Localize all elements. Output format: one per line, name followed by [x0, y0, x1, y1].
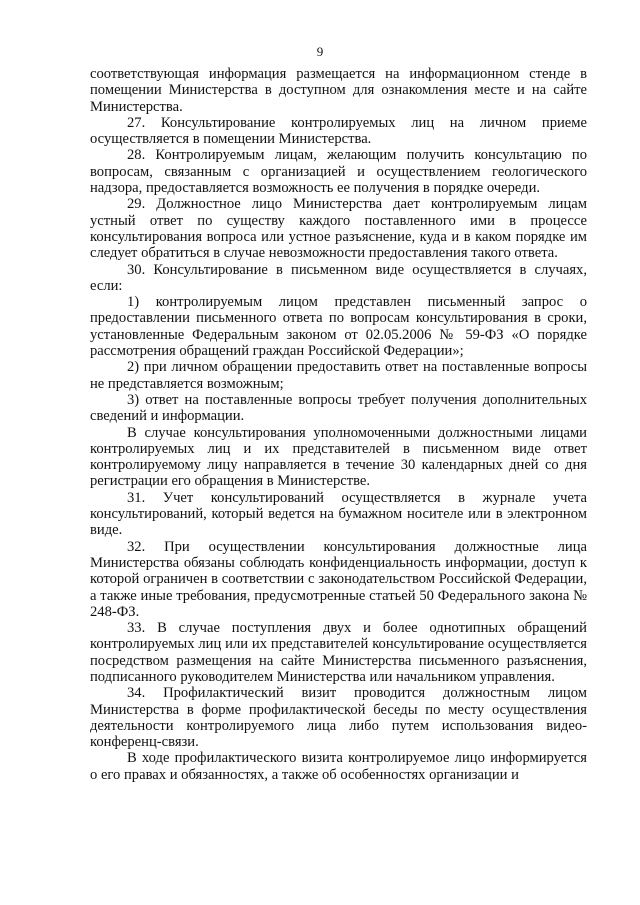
paragraph-29: 29. Должностное лицо Министерства дает контролируемым лицам устный ответ по существу каждого поставленного ими в процессе консультирования вопроса или устное разъяснение, куда и в каком порядке им следует обратиться в случае невозможности предоставления такого ответа. — [90, 196, 587, 262]
paragraph-30-item-3: 3) ответ на поставленные вопросы требует получения дополнительных сведений и информации. — [90, 391, 587, 425]
paragraph-32: 32. При осуществлении консультирования должностные лица Министерства обязаны соблюдать конфиденциальность информации, доступ к которой ограничен в соответствии с законодательством Российской Федерации, а также иные требования, предусмотренные статьей 50 Федерального закона № 248-ФЗ. — [90, 538, 587, 620]
paragraph-31: 31. Учет консультирований осуществляется в журнале учета консультирований, который ведется на бумажном носителе или в электронном виде. — [90, 489, 587, 539]
paragraph-30-written-reply: В случае консультирования уполномоченными должностными лицами контролируемых лиц и их представителей в письменном виде ответ контролируемому лицу направляется в течение 30 календарных дней со дня регистрации его обращения в Министерстве. — [90, 424, 587, 490]
paragraph-27: 27. Консультирование контролируемых лиц на личном приеме осуществляется в помещении Министерства. — [90, 114, 587, 148]
paragraph-30-item-1: 1) контролируемым лицом представлен письменный запрос о предоставлении письменного ответа по вопросам консультирования в сроки, установленные Федеральным законом от 02.05.2006 № 59-ФЗ «О порядке рассмотрения обращений граждан Российской Федерации»; — [90, 294, 587, 360]
paragraph-30: 30. Консультирование в письменном виде осуществляется в случаях, если: — [90, 261, 587, 294]
paragraph-33: 33. В случае поступления двух и более однотипных обращений контролируемых лиц или их представителей консультирование осуществляется посредством размещения на сайте Министерства письменного разъяснения, подписанного руководителем Министерства или начальником управления. — [90, 620, 587, 685]
paragraph-continuation: соответствующая информация размещается на информационном стенде в помещении Министерства в доступном для ознакомления месте и на сайте Министерства. — [90, 66, 587, 115]
document-body — [90, 66, 587, 783]
paragraph-28: 28. Контролируемым лицам, желающим получить консультацию по вопросам, связанным с организацией и осуществлением геологического надзора, предоставляется возможность ее получения в порядке очереди. — [90, 147, 587, 197]
paragraph-34: 34. Профилактический визит проводится должностным лицом Министерства в форме профилактической беседы по месту осуществления деятельности контролируемого лица либо путем использования видео-конференц-связи. — [90, 685, 587, 751]
paragraph-34-visit-info: В ходе профилактического визита контролируемое лицо информируется о его правах и обязанностях, а также об особенностях организации и — [90, 750, 587, 783]
paragraph-30-item-2: 2) при личном обращении предоставить ответ на поставленные вопросы не представляется возможным; — [90, 359, 587, 392]
page-number: 9 — [316, 44, 324, 59]
